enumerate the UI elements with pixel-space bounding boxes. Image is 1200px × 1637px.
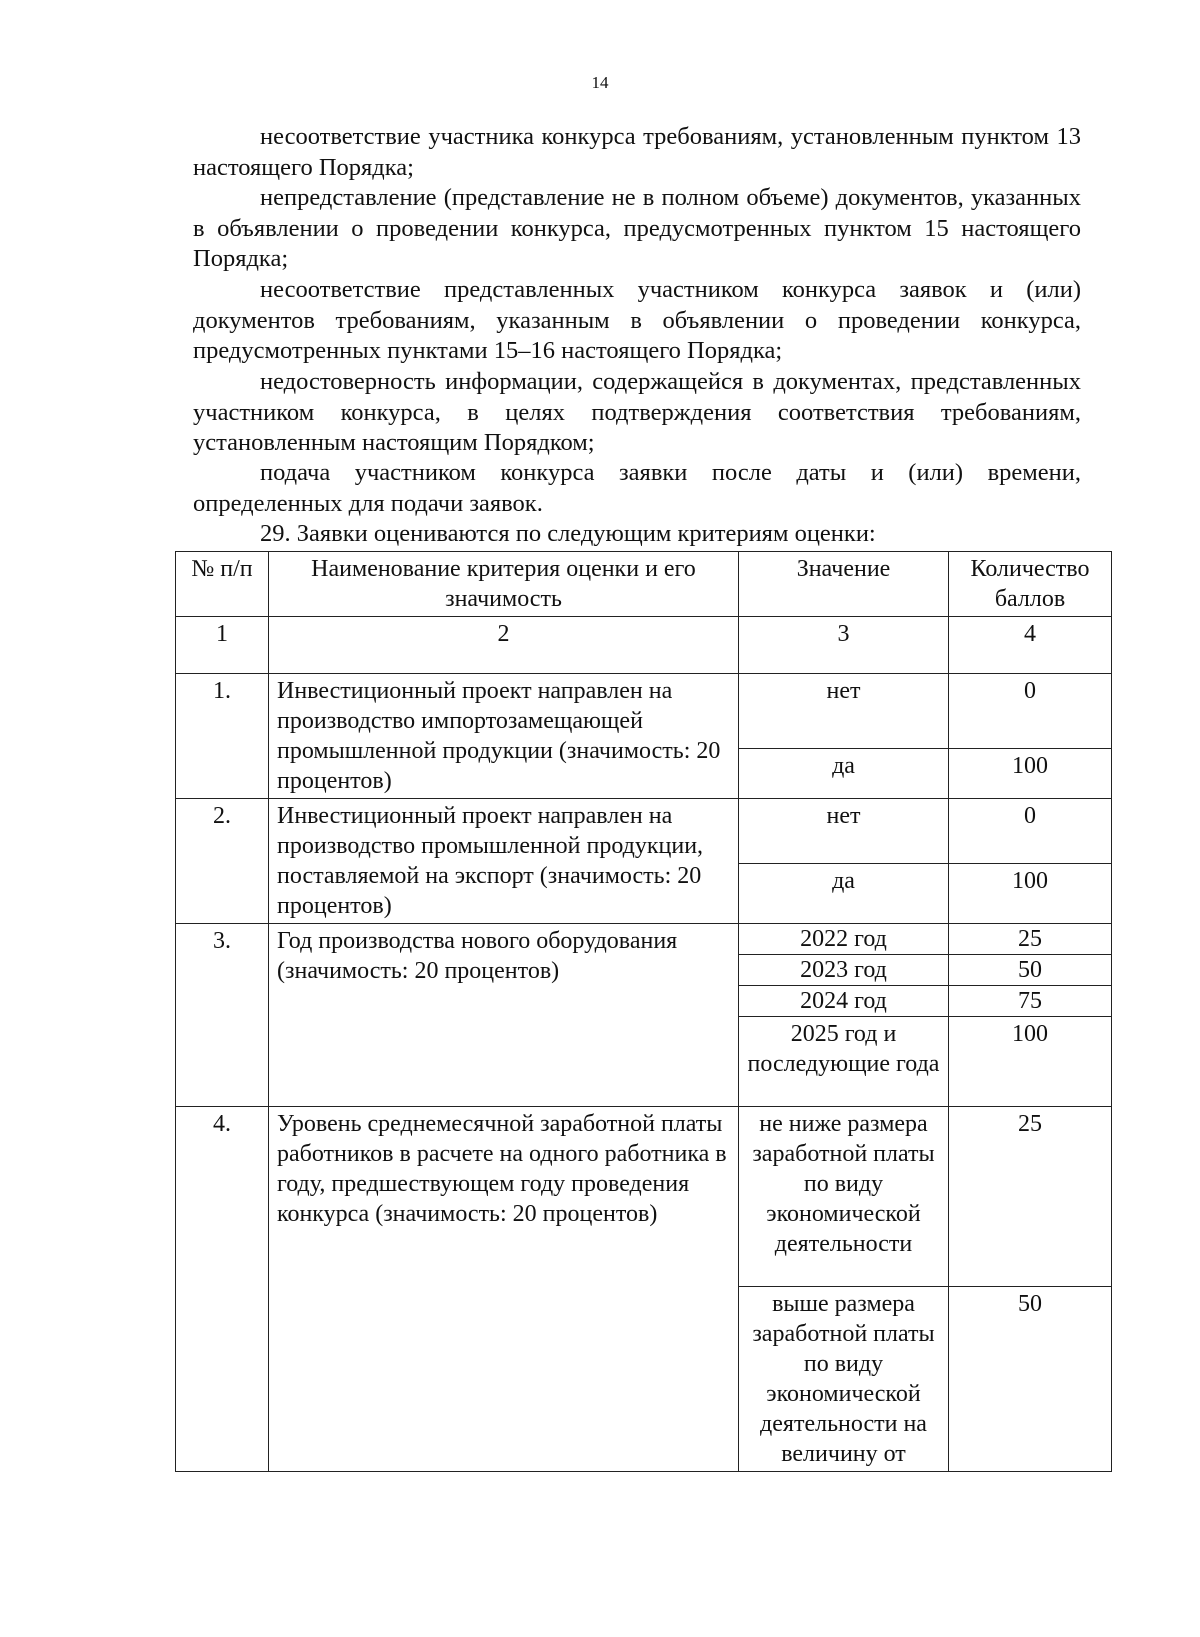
- page-number: 14: [591, 73, 609, 92]
- value-cell: 2023 год: [739, 955, 949, 986]
- paragraph-text: подача участником конкурса заявки после даты и (или) времени, определенных для подачи заявок.: [193, 459, 1081, 517]
- score-cell: 100: [949, 863, 1112, 923]
- row-number: 4.: [176, 1107, 269, 1472]
- table-row: [176, 799, 1112, 864]
- value-cell: нет: [739, 674, 949, 749]
- header-criterion: Наименование критерия оценки и его значимость: [269, 552, 739, 617]
- paragraph-text: несоответствие участника конкурса требованиям, установленным пунктом 13 настоящего Порядка;: [193, 123, 1081, 181]
- criterion-cell: Год производства нового оборудования (значимость: 20 процентов): [269, 924, 739, 1107]
- header-value: Значение: [739, 552, 949, 617]
- paragraph: [193, 122, 1081, 183]
- score-cell: 25: [949, 1107, 1112, 1287]
- score-cell: 100: [949, 749, 1112, 799]
- paragraph: [193, 183, 1081, 275]
- table-header-row: [176, 552, 1112, 617]
- value-cell: да: [739, 749, 949, 799]
- paragraph-text: недостоверность информации, содержащейся в документах, представленных участником конкурса, в целях подтверждения соответствия требованиям, установленным настоящим Порядком;: [193, 368, 1081, 456]
- score-cell: 0: [949, 674, 1112, 749]
- criteria-table: [175, 551, 1112, 1472]
- criterion-cell: Инвестиционный проект направлен на производство импортозамещающей промышленной продукции (значимость: 20 процентов): [269, 674, 739, 799]
- paragraph: [193, 367, 1081, 459]
- score-cell: 75: [949, 986, 1112, 1017]
- row-number: 1.: [176, 674, 269, 799]
- value-cell: да: [739, 863, 949, 923]
- criterion-cell: Инвестиционный проект направлен на производство промышленной продукции, поставляемой на экспорт (значимость: 20 процентов): [269, 799, 739, 924]
- table-row: [176, 674, 1112, 749]
- column-number: 4: [949, 617, 1112, 674]
- value-cell: не ниже размера заработной платы по виду экономической деятельности: [739, 1107, 949, 1287]
- header-num: № п/п: [176, 552, 269, 617]
- score-cell: 50: [949, 955, 1112, 986]
- value-cell: 2022 год: [739, 924, 949, 955]
- column-number: 3: [739, 617, 949, 674]
- paragraph: [193, 275, 1081, 367]
- value-cell: нет: [739, 799, 949, 864]
- value-cell: 2024 год: [739, 986, 949, 1017]
- paragraph: [193, 458, 1081, 519]
- header-score: Количество баллов: [949, 552, 1112, 617]
- table-intro: 29. Заявки оцениваются по следующим критериям оценки:: [260, 520, 876, 547]
- table-row: [176, 1107, 1112, 1287]
- column-number: 1: [176, 617, 269, 674]
- paragraph-text: несоответствие представленных участником конкурса заявок и (или) документов требованиям, указанным в объявлении о проведении конкурса, предусмотренных пунктами 15–16 настоящего Порядка;: [193, 276, 1081, 364]
- value-cell: 2025 год и последующие года: [739, 1017, 949, 1107]
- value-cell: выше размера заработной платы по виду экономической деятельности на величину от: [739, 1287, 949, 1472]
- row-number: 3.: [176, 924, 269, 1107]
- score-cell: 25: [949, 924, 1112, 955]
- paragraph-text: непредставление (представление не в полном объеме) документов, указанных в объявлении о проведении конкурса, предусмотренных пунктом 15 настоящего Порядка;: [193, 184, 1081, 272]
- column-number-row: [176, 617, 1112, 674]
- score-cell: 100: [949, 1017, 1112, 1107]
- score-cell: 0: [949, 799, 1112, 864]
- column-number: 2: [269, 617, 739, 674]
- criterion-cell: Уровень среднемесячной заработной платы работников в расчете на одного работника в году, предшествующем году проведения конкурса (значимость: 20 процентов): [269, 1107, 739, 1472]
- table-row: [176, 924, 1112, 955]
- row-number: 2.: [176, 799, 269, 924]
- score-cell: 50: [949, 1287, 1112, 1472]
